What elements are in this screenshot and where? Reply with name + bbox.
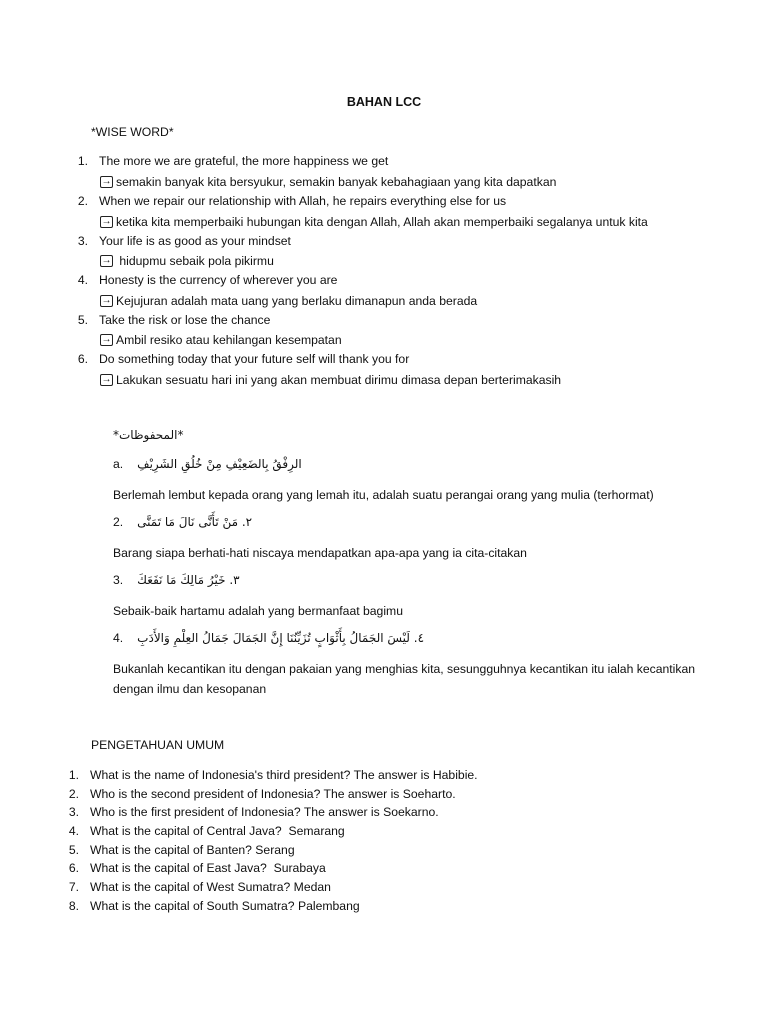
item-number: 2. — [68, 787, 79, 801]
general-knowledge-heading: PENGETAHUAN UMUM — [91, 738, 225, 752]
mahfudzat-heading: *المحفوظات* — [113, 428, 184, 442]
arabic-text: الرِفْقُ بِالضَعِيْفِ مِنْ خُلُقِ الشَرِيْفِ — [137, 457, 302, 471]
translation-line — [100, 372, 561, 388]
arrow-right-icon: → — [101, 374, 112, 385]
english-quote: Do something today that your future self will thank you for — [99, 352, 410, 366]
translation-line — [100, 214, 648, 230]
question-answer: What is the capital of West Sumatra? Medan — [90, 880, 331, 894]
arrow-right-icon: → — [101, 216, 112, 227]
item-number: 4. — [77, 273, 88, 287]
indonesian-translation: Ambil resiko atau kehilangan kesempatan — [116, 333, 342, 347]
item-number: 3. — [113, 573, 124, 587]
item-number: 1. — [68, 768, 79, 782]
item-number: 5. — [77, 313, 88, 327]
question-answer: What is the name of Indonesia's third president? The answer is Habibie. — [90, 768, 478, 782]
proverb-meaning: Berlemah lembut kepada orang yang lemah itu, adalah suatu perangai orang yang mulia (terhormat) — [113, 488, 654, 502]
item-number: 1. — [77, 154, 88, 168]
item-number: 5. — [68, 843, 79, 857]
english-quote: Your life is as good as your mindset — [99, 234, 291, 248]
item-number: 2. — [113, 515, 124, 529]
indonesian-translation: ketika kita memperbaiki hubungan kita dengan Allah, Allah akan memperbaiki segalanya untuk kita — [116, 215, 648, 229]
item-number: 7. — [68, 880, 79, 894]
proverb-meaning: Bukanlah kecantikan itu dengan pakaian yang menghias kita, sesungguhnya kecantikan itu ialah kecantikan dengan ilmu dan kesopanan — [113, 662, 696, 696]
item-number: 6. — [77, 352, 88, 366]
english-quote: Honesty is the currency of wherever you are — [99, 273, 338, 287]
question-answer: Who is the first president of Indonesia? The answer is Soekarno. — [90, 805, 439, 819]
arrow-right-icon: → — [101, 255, 112, 266]
arabic-text: ٢. مَنْ تَأَنَّى نَالَ مَا تَمَنَّى — [137, 515, 253, 529]
arrow-right-icon: → — [101, 295, 112, 306]
item-number: 4. — [113, 631, 124, 645]
item-number: 2. — [77, 194, 88, 208]
item-number: 4. — [68, 824, 79, 838]
wise-word-heading: *WISE WORD* — [91, 125, 174, 139]
translation-line — [100, 293, 477, 309]
arabic-proverb — [113, 515, 252, 529]
question-answer: What is the capital of South Sumatra? Palembang — [90, 899, 360, 913]
question-answer: What is the capital of East Java? Surabaya — [90, 861, 326, 875]
indonesian-translation: Kejujuran adalah mata uang yang berlaku dimanapun anda berada — [116, 294, 478, 308]
arabic-text: ٤. لَيْسَ الجَمَالُ بِأَثْوَابٍ تُزَيِّنُنَا إِنَّ الجَمَالَ جَمَالُ العِلْمِ وَالأَدَبِ — [137, 631, 425, 645]
translation-line — [100, 174, 556, 190]
arrow-right-icon: → — [101, 334, 112, 345]
indonesian-translation: semakin banyak kita bersyukur, semakin banyak kebahagiaan yang kita dapatkan — [116, 175, 557, 189]
arabic-proverb — [113, 457, 302, 471]
english-quote: When we repair our relationship with Allah, he repairs everything else for us — [99, 194, 507, 208]
question-answer: What is the capital of Banten? Serang — [90, 843, 295, 857]
item-number: 8. — [68, 899, 79, 913]
question-answer: Who is the second president of Indonesia? The answer is Soeharto. — [90, 787, 456, 801]
item-number: 3. — [77, 234, 88, 248]
arrow-right-icon: → — [101, 176, 112, 187]
english-quote: The more we are grateful, the more happiness we get — [99, 154, 389, 168]
translation-line — [100, 332, 342, 348]
item-number: 6. — [68, 861, 79, 875]
translation-line — [100, 253, 274, 269]
arabic-text: ٣. خَيْرُ مَالِكَ مَا نَفَعَكَ — [137, 573, 240, 587]
proverb-meaning: Sebaik-baik hartamu adalah yang bermanfaat bagimu — [113, 604, 403, 618]
indonesian-translation: hidupmu sebaik pola pikirmu — [116, 254, 274, 268]
document-title: BAHAN LCC — [346, 95, 422, 109]
item-number: a. — [113, 457, 124, 471]
proverb-meaning: Barang siapa berhati-hati niscaya mendapatkan apa-apa yang ia cita-citakan — [113, 546, 527, 560]
english-quote: Take the risk or lose the chance — [99, 313, 271, 327]
arabic-proverb — [113, 631, 424, 645]
item-number: 3. — [68, 805, 79, 819]
indonesian-translation: Lakukan sesuatu hari ini yang akan membuat dirimu dimasa depan berterimakasih — [116, 373, 562, 387]
arabic-proverb — [113, 573, 240, 587]
question-answer: What is the capital of Central Java? Semarang — [90, 824, 345, 838]
